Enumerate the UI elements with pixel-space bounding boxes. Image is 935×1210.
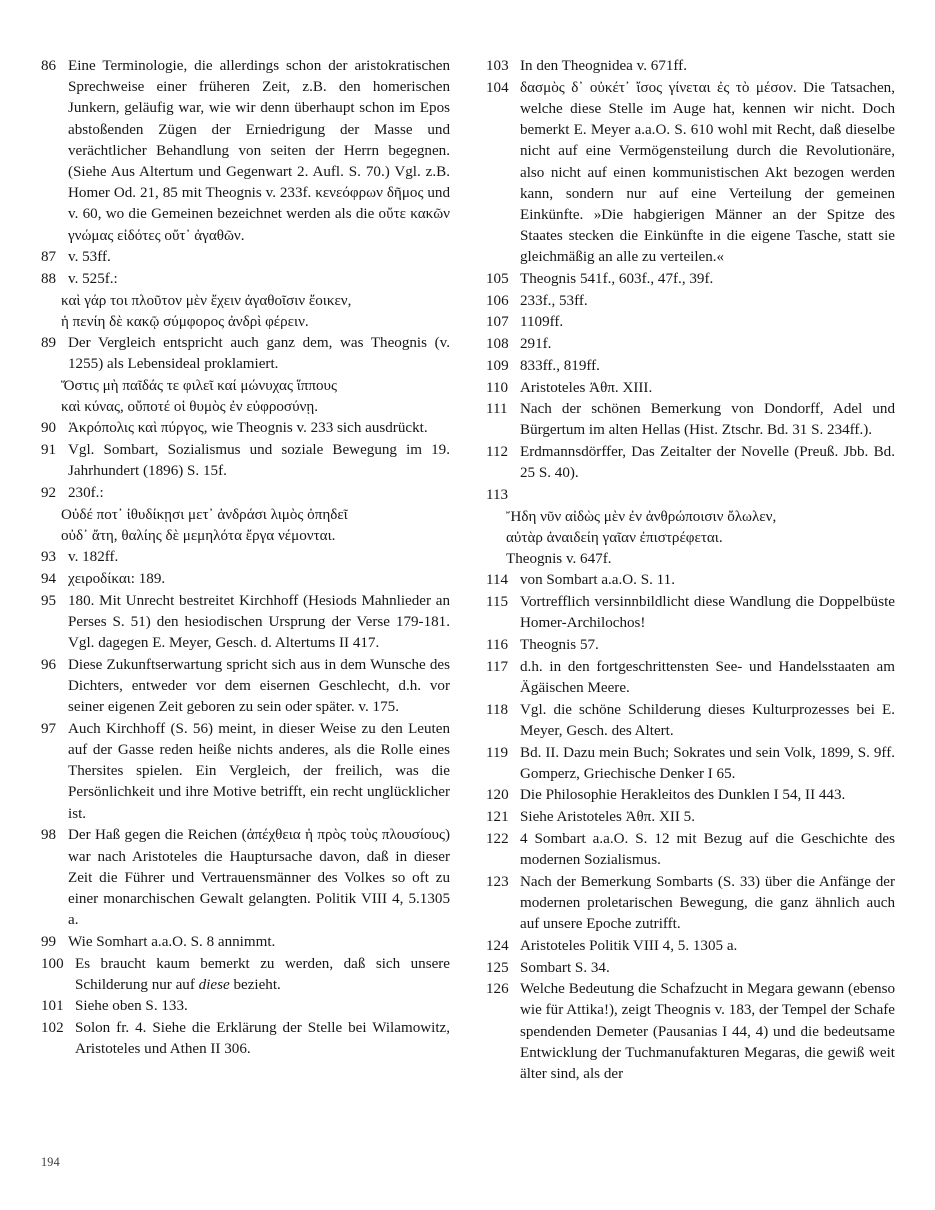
endnote-text: 233f., 53ff.: [520, 292, 588, 309]
endnote: [41, 440, 450, 482]
endnote-number: 111: [486, 401, 508, 418]
quoted-verse-line: ἡ πενίη δὲ κακῷ σύμφορος ἀνδρὶ φέρειν.: [61, 313, 309, 330]
endnote-number: 107: [486, 314, 509, 331]
endnote-number: 121: [486, 809, 509, 826]
endnote-number: 96: [41, 656, 57, 673]
endnote: [486, 78, 895, 269]
endnote: [486, 807, 895, 828]
endnote-number: 120: [486, 787, 509, 804]
endnote-text: 4 Sombart a.a.O. S. 12 mit Bezug auf die Geschichte des modernen Sozialismus.: [520, 830, 895, 869]
endnote-number: 99: [41, 933, 57, 950]
endnote-text: Siehe oben S. 133.: [75, 998, 188, 1015]
endnote: [41, 825, 450, 931]
endnote-text: v. 53ff.: [68, 249, 111, 266]
endnote-number: 125: [486, 959, 509, 976]
endnote-number: 110: [486, 379, 509, 396]
endnote-number: 86: [41, 58, 57, 74]
quoted-verse-line: οὐδ᾽ ἄτη, θαλίης δὲ μεμηλότα ἔργα νέμονται.: [61, 527, 336, 544]
endnote-text: Der Haß gegen die Reichen (ἀπέχθεια ἡ πρὸς τοὺς πλουσίους) war nach Aristoteles die Hauptursache davon, daß in dieser Zeit die Führer und Vertrauensmänner des Volkes so oft zu einer monarchischen Gewalt gelangten. Politik VIII 4, 5.1305 a.: [68, 827, 450, 929]
quoted-verse-line: Theognis v. 647f.: [506, 551, 612, 568]
endnote-text: Wie Somhart a.a.O. S. 8 annimmt.: [68, 933, 276, 950]
endnote-number: 118: [486, 701, 509, 718]
endnote-number: 101: [41, 998, 64, 1015]
endnote: [486, 399, 895, 441]
endnote: [486, 334, 895, 355]
endnote-text: Aristoteles Politik VIII 4, 5. 1305 a.: [520, 937, 738, 954]
endnote-number: 91: [41, 442, 57, 459]
endnote-text: Bd. II. Dazu mein Buch; Sokrates und sein Volk, 1899, S. 9ff. Gomperz, Griechische Denker I 65.: [520, 744, 895, 782]
endnote: [41, 333, 450, 375]
endnote-text: d.h. in den fortgeschrittensten See- und Handelsstaaten am Ägäischen Meere.: [520, 658, 895, 696]
endnote: [41, 655, 450, 719]
endnote-text: v. 182ff.: [68, 549, 119, 566]
endnote: [486, 958, 895, 979]
endnote: [41, 247, 450, 268]
endnote-text: Theognis 541f., 603f., 47f., 39f.: [520, 271, 714, 288]
endnote-text: 230f.:: [68, 485, 104, 502]
endnote-text: Theognis 57.: [520, 636, 599, 653]
endnote: [41, 569, 450, 590]
endnote-text: Ἀκρόπολις καὶ πύργος, wie Theognis v. 233 sich ausdrückt.: [68, 420, 428, 437]
endnote: [41, 591, 450, 655]
endnote-text: Auch Kirchhoff (S. 56) meint, in dieser Weise zu den Leuten auf der Gasse reden heiße nichts anderes, als die Rolle eines Thersites spielen. Ein Vergleich, der freilich, was die Persönlichkeit und ihre Motive betrifft, ein recht unglücklicher ist.: [68, 720, 450, 822]
endnote-text: Nach der Bemerkung Sombarts (S. 33) über die Anfänge der modernen proletarischen Bewegung, die ganz ähnlich auch auf unsere Epoche zutrifft.: [520, 873, 895, 933]
endnote: [41, 547, 450, 568]
endnote: [41, 932, 450, 953]
endnote: [41, 269, 450, 290]
endnote-text: Aristoteles Ἀθπ. XIII.: [520, 379, 653, 396]
endnote: [486, 785, 895, 806]
endnote: [41, 483, 450, 504]
quoted-verse-line: Ἤδη νῦν αἰδὼς μὲν ἐν ἀνθρώποισιν ὄλωλεν,: [506, 508, 777, 525]
endnote-number: 102: [41, 1020, 64, 1037]
endnote: [486, 378, 895, 399]
endnote-text: 291f.: [520, 336, 552, 353]
endnote: [486, 592, 895, 634]
endnote-text: Sombart S. 34.: [520, 959, 610, 976]
endnote: [41, 418, 450, 439]
endnote-number: 90: [41, 420, 57, 437]
endnote: [486, 743, 895, 785]
endnote-text: Nach der schönen Bemerkung von Dondorff, Adel und Bürgertum im alten Hellas (Hist. Ztschr. Bd. 31 S. 234ff.).: [520, 401, 895, 439]
endnote-text: Es braucht kaum bemerkt zu werden, daß sich unsere Schilderung nur auf diese bezieht.: [75, 955, 450, 993]
page-number: 194: [41, 1155, 60, 1169]
endnote-number: 106: [486, 292, 509, 309]
endnote-number: 113: [486, 487, 509, 504]
endnote: [41, 954, 450, 996]
endnote-number: 92: [41, 485, 57, 502]
endnote-text: Vgl. Sombart, Sozialismus und soziale Bewegung im 19. Jahrhundert (1896) S. 15f.: [68, 442, 450, 480]
left-column: [41, 56, 450, 1086]
endnote: [486, 635, 895, 656]
endnote-number: 124: [486, 937, 509, 954]
endnote: [486, 936, 895, 957]
endnote-text: Erdmannsdörffer, Das Zeitalter der Novelle (Preuß. Jbb. Bd. 25 S. 40).: [520, 444, 895, 482]
endnote-text: v. 525f.:: [68, 271, 118, 288]
endnote-number: 97: [41, 720, 57, 737]
endnote-number: 87: [41, 249, 57, 266]
endnote: [486, 291, 895, 312]
endnote-text: Vgl. die schöne Schilderung dieses Kulturprozesses bei E. Meyer, Gesch. des Altert.: [520, 701, 895, 739]
endnote-number: 109: [486, 357, 509, 374]
endnote-text: χειροδίκαι: 189.: [68, 570, 166, 587]
endnote-text: von Sombart a.a.O. S. 11.: [520, 572, 675, 589]
quoted-verse-line: καὶ γάρ τοι πλοῦτον μὲν ἔχειν ἀγαθοῖσιν ἔοικεν,: [61, 292, 352, 309]
endnote-number: 114: [486, 572, 509, 589]
endnote-number: 98: [41, 827, 57, 844]
endnote-text: 833ff., 819ff.: [520, 357, 600, 374]
endnote: [41, 719, 450, 825]
endnote-number: 104: [486, 79, 509, 96]
endnote-text: Welche Bedeutung die Schafzucht in Megara gewann (ebenso wie für Attika!), zeigt Theognis v. 183, der Tempel der Schafe spendenden Demeter (Pausanias I 44, 4) und die bedeutsame Entwicklung der Tuchmanufakturen Megaras, die gewiß weit älter sind, als der: [520, 981, 895, 1083]
two-column-body: [41, 56, 896, 1086]
endnote-text: Siehe Aristoteles Ἀθπ. XII 5.: [520, 809, 695, 826]
endnote-number: 122: [486, 830, 509, 847]
endnote-number: 126: [486, 981, 509, 998]
endnote-text: In den Theognidea v. 671ff.: [520, 58, 687, 74]
quoted-verse-line: Ὅστις μὴ παῖδάς τε φιλεῖ καί μώνυχας ἵππους: [61, 378, 337, 395]
endnote-number: 116: [486, 636, 509, 653]
endnote-number: 117: [486, 658, 509, 675]
endnote-text: Diese Zukunftserwartung spricht sich aus in dem Wunsche des Dichters, entweder vor dem eisernen Geschlecht, d.h. vor seiner eigenen Zeit geboren zu sein oder später. v. 175.: [68, 656, 450, 716]
endnote: [486, 829, 895, 871]
endnote: [41, 996, 450, 1017]
endnote-number: 88: [41, 271, 57, 288]
endnote-number: 112: [486, 444, 509, 461]
endnote: [486, 872, 895, 936]
endnote: [41, 56, 450, 247]
emphasis: diese: [198, 976, 230, 993]
endnote-number: 105: [486, 271, 509, 288]
endnote: [486, 485, 895, 506]
endnote: [486, 56, 895, 77]
quoted-verse-line: αὐτὰρ ἀναιδείη γαῖαν ἐπιστρέφεται.: [506, 529, 723, 546]
endnote-text: Eine Terminologie, die allerdings schon der aristokratischen Sprechweise einer früheren Zeit, z.B. den homerischen Junkern, geläufig war, wie wir denn überhaupt schon im Epos abstoßenden Zügen der Erniedrigung der Masse und verächtlicher Behandlung von seiten der Herrn begegnen. (Siehe Aus Altertum und Gegenwart 2. Aufl. S. 70.) Vgl. z.B. Homer Od. 21, 85 mit Theognis v. 233f. κενεόφρων δῆμος und v. 60, wo die Gemeinen bezeichnet werden als die οὔτε κακῶν γνώμας εἰδότες οὔτ᾽ ἀγαθῶν.: [68, 58, 450, 244]
endnote-text: Solon fr. 4. Siehe die Erklärung der Stelle bei Wilamowitz, Aristoteles und Athen II 306.: [75, 1020, 450, 1058]
endnote-number: 108: [486, 336, 509, 353]
endnote-number: 94: [41, 570, 57, 587]
endnote: [486, 442, 895, 484]
endnote: [486, 312, 895, 333]
endnote-number: 119: [486, 744, 509, 761]
right-column: [486, 56, 895, 1086]
endnote: [486, 570, 895, 591]
endnote-number: 89: [41, 335, 57, 352]
endnote-number: 115: [486, 594, 509, 611]
endnote-text: δασμὸς δ᾽ οὐκέτ᾽ ἴσος γίνεται ἐς τὸ μέσον. Die Tatsachen, welche diese Stelle im Auge hat, kennen wir nicht. Doch bemerkt E. Meyer a.a.O. S. 610 wohl mit Recht, daß dieselbe nicht auf eine Vermögensteilung durch die Revolutionäre, also nicht auf einen kommunistischen Akt bezogen werden kann, sondern nur auf eine Verteilung der gemeinen Einkünfte. »Die habgierigen Männer an der Spitze des Staates stecken die Einkünfte in die eigene Tasche, statt sie gleichmäßig an alle zu verteilen.«: [520, 79, 895, 266]
endnote-number: 100: [41, 955, 64, 972]
endnote-number: 103: [486, 58, 509, 74]
endnote-text: Die Philosophie Herakleitos des Dunklen I 54, II 443.: [520, 787, 846, 804]
endnote: [486, 700, 895, 742]
endnote: [486, 356, 895, 377]
quoted-verse-line: Οὐδέ ποτ᾽ ἰθυδίκῃσι μετ᾽ ἀνδράσι λιμὸς ὀπηδεῖ: [61, 506, 348, 523]
endnote: [486, 657, 895, 699]
endnote-text: Vortrefflich versinnbildlicht diese Wandlung die Doppelbüste Homer-Archilochos!: [520, 594, 895, 632]
endnote: [486, 979, 895, 1085]
endnote-text: 1109ff.: [520, 314, 564, 331]
endnote-text: 180. Mit Unrecht bestreitet Kirchhoff (Hesiods Mahnlieder an Perses S. 51) den hesiodischen Ursprung der Verse 179-181. Vgl. dagegen E. Meyer, Gesch. d. Altertums II 417.: [68, 592, 450, 651]
endnote-number: 123: [486, 873, 509, 890]
endnote-number: 93: [41, 549, 57, 566]
endnote: [486, 269, 895, 290]
quoted-verse-line: καὶ κύνας, οὔποτέ οἱ θυμὸς ἐν εὐφροσύνῃ.: [61, 399, 319, 416]
endnote: [41, 1018, 450, 1060]
endnote-text: Der Vergleich entspricht auch ganz dem, was Theognis (v. 1255) als Lebensideal proklamiert.: [68, 335, 450, 373]
endnote-number: 95: [41, 592, 57, 609]
